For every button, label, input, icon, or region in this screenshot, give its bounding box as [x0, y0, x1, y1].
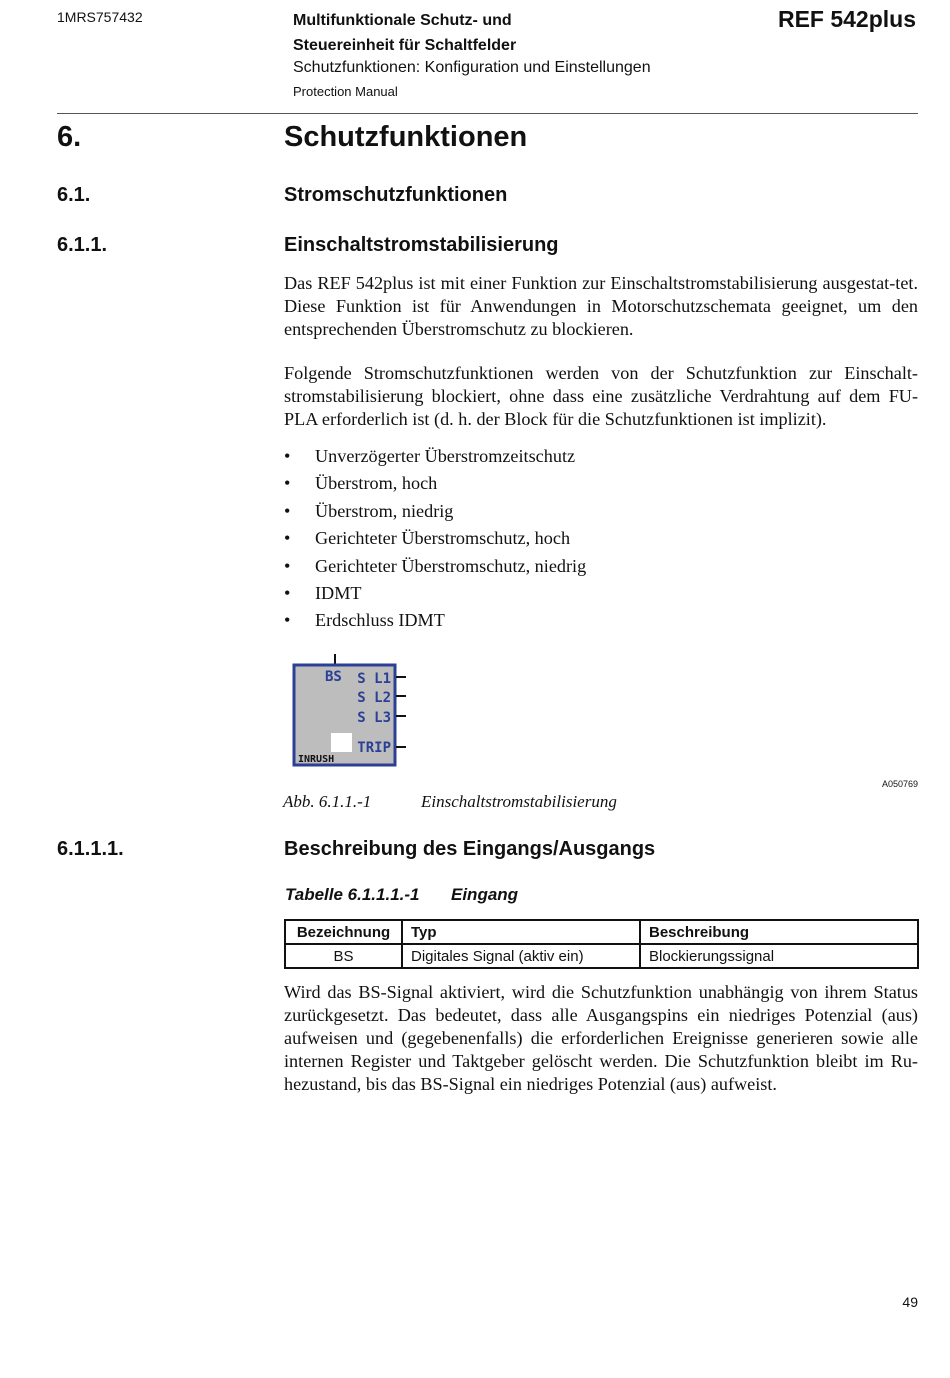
- inrush-block-diagram: [285, 650, 415, 772]
- list-item-text: Überstrom, hoch: [315, 473, 438, 494]
- paragraph-blocked-functions: Folgende Stromschutzfunktionen werden von der Schutzfunktion zur Einschalt-stromstabilisierung blockiert, ohne dass eine zusätzliche Verdrahtung auf dem FU-PLA erforderlich ist (d. h. der Block für die Schutzfunktionen ist implizit).: [284, 363, 918, 429]
- figure-code: A050769: [881, 779, 918, 789]
- input-label-bs: BS: [325, 669, 342, 685]
- section-6-1-1-title: Einschaltstromstabilisierung: [284, 234, 559, 256]
- list-item: [284, 498, 586, 525]
- block-status-square: [331, 733, 352, 752]
- bullet-icon: •: [284, 473, 291, 494]
- table-caption-text: Eingang: [451, 885, 519, 904]
- figure-caption-number: Abb. 6.1.1.-1: [283, 792, 372, 811]
- header-title-line2: Steuereinheit für Schaltfelder: [293, 37, 517, 54]
- header-title: [293, 8, 516, 58]
- table-header-row: [285, 920, 918, 944]
- list-item-text: Gerichteter Überstromschutz, hoch: [315, 528, 571, 549]
- list-item: [284, 443, 586, 470]
- table-caption-number: Tabelle 6.1.1.1.-1: [285, 885, 420, 904]
- bullet-icon: •: [284, 446, 291, 466]
- header-title-line1: Multifunktionale Schutz- und: [293, 12, 512, 29]
- header-manual: Protection Manual: [293, 84, 398, 99]
- output-label-sl2: S L2: [357, 690, 391, 706]
- blocked-functions-list: [284, 443, 586, 635]
- table-cell: Blockierungssignal: [640, 944, 918, 968]
- column-header-beschreibung: Beschreibung: [640, 920, 918, 944]
- section-6-1-1-1-title: Beschreibung des Eingangs/Ausgangs: [284, 838, 656, 860]
- bullet-icon: •: [284, 528, 291, 549]
- column-header-typ: Typ: [402, 920, 640, 944]
- document-id: 1MRS757432: [57, 9, 143, 25]
- section-6-1-1-1-number: 6.1.1.1.: [57, 838, 124, 860]
- bullet-icon: •: [284, 555, 291, 576]
- block-name-label: INRUSH: [298, 754, 335, 765]
- table-row: [285, 944, 918, 968]
- bullet-icon: •: [284, 500, 291, 521]
- paragraph-intro: Das REF 542plus ist mit einer Funktion zur Einschaltstromstabilisierung ausgestat-tet. Diese Funktion ist für Anwendungen in Motorschutzschemata geeignet, um den entsprechenden Überstromschutz zu blockieren.: [284, 273, 918, 339]
- section-6-1-title: Stromschutzfunktionen: [284, 184, 508, 206]
- list-item-text: Unverzögerter Überstromzeitschutz: [315, 446, 576, 466]
- table-cell: Digitales Signal (aktiv ein): [402, 944, 640, 968]
- bullet-icon: •: [284, 582, 291, 603]
- header-subtitle: Schutzfunktionen: Konfiguration und Einstellungen: [293, 59, 651, 76]
- figure-caption-text: Einschaltstromstabilisierung: [421, 792, 617, 811]
- table-cell: BS: [285, 944, 402, 968]
- list-item: [284, 553, 586, 580]
- page-number: 49: [902, 1294, 918, 1310]
- header-divider: [57, 113, 918, 114]
- output-label-trip: TRIP: [357, 740, 391, 756]
- input-table: [284, 919, 919, 969]
- list-item: [284, 525, 586, 552]
- paragraph-bs-signal: Wird das BS-Signal aktiviert, wird die Schutzfunktion unabhängig von ihrem Status zurückgesetzt. Das bedeutet, dass alle Ausgangspins ein niedriges Potenzial (aus) aufweisen und (gegebenenfalls) die erforderlichen Ereignisse generieren sowie alle internen Register und Taktgeber gelöscht werden. Die Schutzfunktion bleibt im Ru-hezustand, bis das BS-Signal ein niedriges Potenzial (aus) aufweist.: [284, 982, 918, 1094]
- list-item-text: Gerichteter Überstromschutz, niedrig: [315, 555, 587, 576]
- section-6-title: Schutzfunktionen: [284, 121, 528, 153]
- column-header-bezeichnung: Bezeichnung: [285, 920, 402, 944]
- section-6-1-number: 6.1.: [57, 184, 91, 206]
- list-item-text: IDMT: [315, 582, 362, 603]
- section-6-number: 6.: [57, 121, 82, 153]
- bullet-icon: •: [284, 610, 291, 631]
- list-item: [284, 607, 586, 634]
- output-label-sl3: S L3: [357, 710, 391, 726]
- list-item: [284, 580, 586, 607]
- product-name: REF 542plus: [777, 6, 916, 32]
- list-item-text: Überstrom, niedrig: [315, 500, 454, 521]
- section-6-1-1-number: 6.1.1.: [57, 234, 108, 256]
- list-item-text: Erdschluss IDMT: [315, 610, 445, 631]
- output-label-sl1: S L1: [357, 671, 391, 687]
- list-item: [284, 470, 586, 497]
